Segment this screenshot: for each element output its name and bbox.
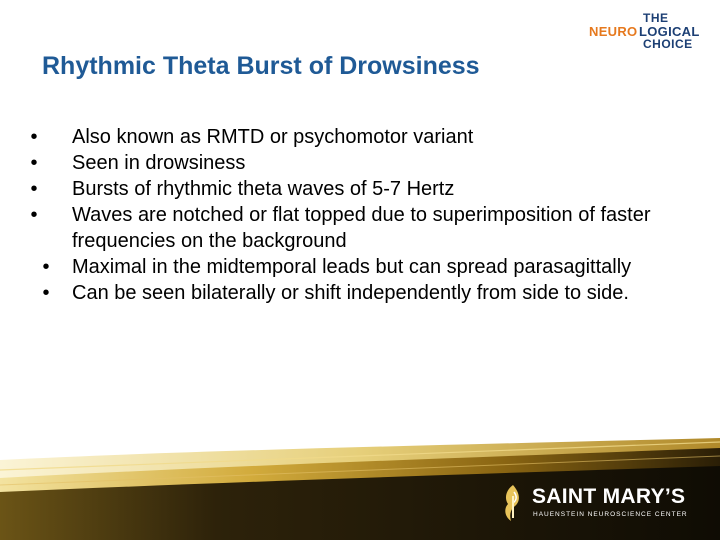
bullet-item: [28, 280, 668, 306]
slide-title: Rhythmic Theta Burst of Drowsiness: [42, 52, 480, 80]
bullet-marker: •: [30, 152, 38, 174]
bullet-text: Waves are notched or flat topped due to superimposition of faster frequencies on the background: [72, 204, 651, 252]
bullet-item: [28, 254, 668, 280]
bullet-list: [28, 124, 668, 306]
bullet-marker: •: [30, 126, 38, 148]
bullet-text: Can be seen bilaterally or shift independently from side to side.: [72, 282, 629, 304]
bullet-text: Seen in drowsiness: [72, 152, 246, 174]
logo-line-the: THE: [643, 11, 669, 25]
bullet-marker: •: [42, 282, 50, 304]
bullet-item: [28, 176, 668, 202]
logo-line-neuro: NEURO: [589, 24, 638, 39]
bullet-text: Maximal in the midtemporal leads but can spread parasagittally: [72, 256, 632, 278]
bullet-marker: •: [42, 256, 50, 278]
brand-name: SAINT MARY’S: [532, 485, 686, 508]
logo-line-logical: LOGICAL: [639, 24, 700, 39]
logo-line-choice: CHOICE: [643, 37, 693, 51]
bullet-item: [28, 150, 668, 176]
saint-marys-emblem-icon: [498, 482, 528, 524]
brand-subtitle: HAUENSTEIN NEUROSCIENCE CENTER: [533, 511, 688, 518]
bullet-marker: •: [30, 178, 38, 200]
neurological-choice-logo: [589, 10, 709, 52]
saint-marys-logo: [498, 482, 708, 526]
bullet-text: Also known as RMTD or psychomotor variant: [72, 126, 474, 148]
bullet-item: [28, 124, 668, 150]
bullet-item: [28, 202, 668, 254]
bullet-text: Bursts of rhythmic theta waves of 5-7 Hertz: [72, 178, 455, 200]
bullet-marker: •: [30, 204, 38, 226]
